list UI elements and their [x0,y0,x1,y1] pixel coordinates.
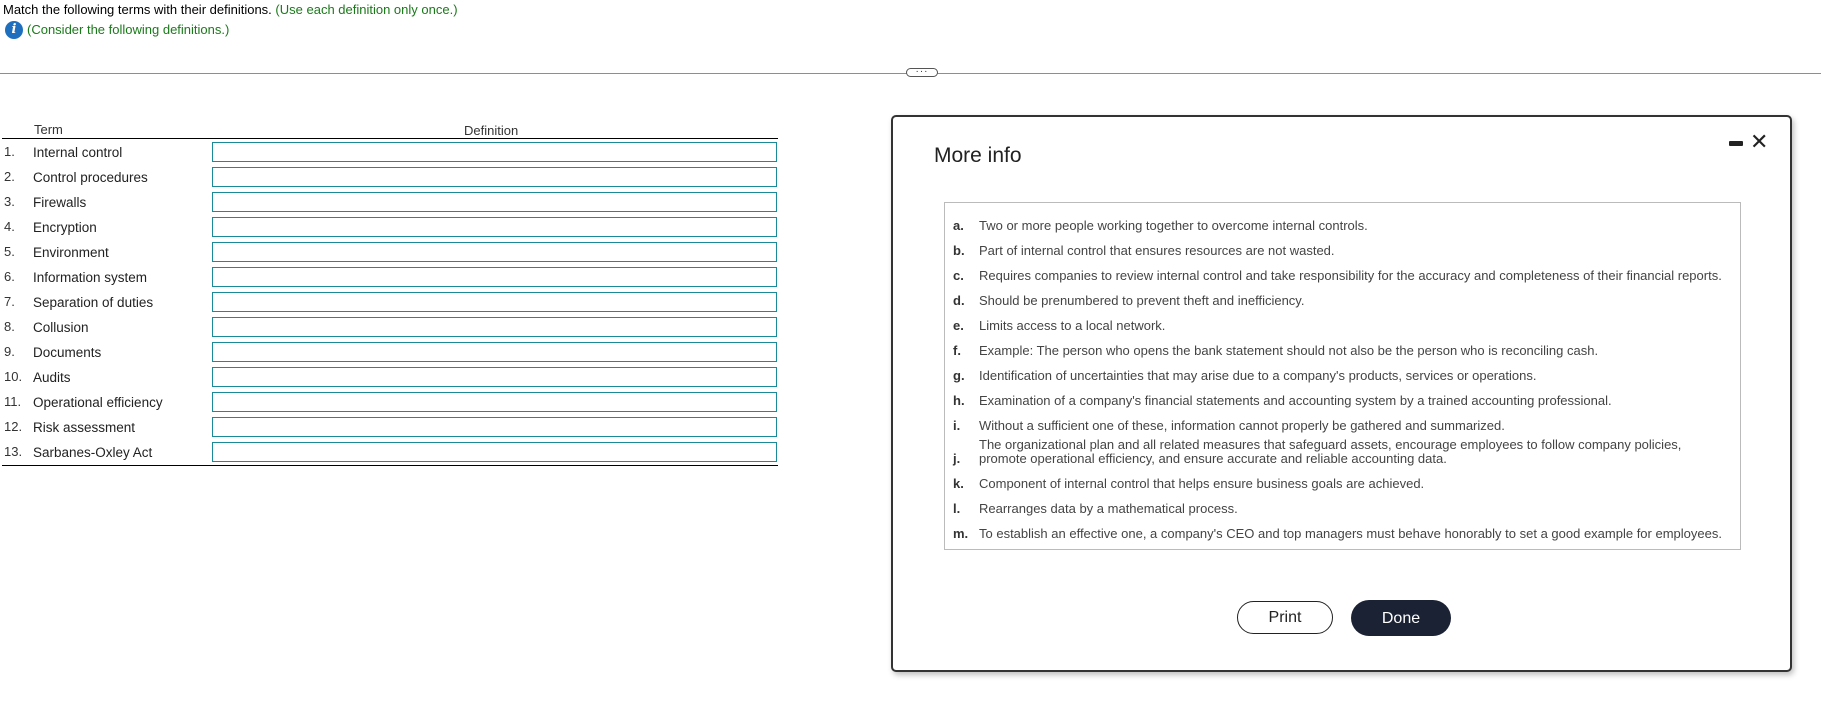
table-row [2,164,778,189]
instructions [3,2,458,18]
table-row [2,214,778,239]
table-body [2,139,778,464]
table-row [2,389,778,414]
definition-letter: j. [953,451,961,466]
definition-text: The organizational plan and all related measures that safeguard assets, encourage employees to follow company policies, promote operational efficiency, and ensure accurate and reliable accounting data. [979,437,1682,466]
definition-text: Part of internal control that ensures resources are not wasted. [979,243,1335,258]
term-label: Collusion [33,320,89,335]
header-definition: Definition [464,123,519,138]
table-footer-rule [2,465,778,466]
definition-letter: e. [953,318,964,333]
definition-letter: c. [953,268,964,283]
list-item [953,471,1732,496]
row-number: 12. [4,419,23,434]
definition-letter: g. [953,368,965,383]
definition-input[interactable] [212,442,777,462]
definition-input[interactable] [212,267,777,287]
definition-text: Limits access to a local network. [979,318,1166,333]
definition-text: Component of internal control that helps ensure business goals are achieved. [979,476,1425,491]
list-item [953,438,1732,471]
definition-letter: b. [953,243,965,258]
definition-input[interactable] [212,342,777,362]
row-number: 7. [4,294,15,309]
term-label: Separation of duties [33,295,154,310]
term-label: Encryption [33,220,97,235]
row-number: 8. [4,319,15,334]
definition-text: Two or more people working together to overcome internal controls. [979,218,1368,233]
definition-input[interactable] [212,292,777,312]
definition-input[interactable] [212,417,777,437]
list-item [953,263,1732,288]
row-number: 4. [4,219,15,234]
definition-letter: a. [953,218,964,233]
definitions-hint-link[interactable]: (Consider the following definitions.) [27,22,230,37]
definition-input[interactable] [212,392,777,412]
list-item [953,521,1732,546]
list-item [953,388,1732,413]
instructions-note: (Use each definition only once.) [275,2,458,17]
definition-input[interactable] [212,217,777,237]
definition-text: Requires companies to review internal control and take responsibility for the accuracy and completeness of their financial reports. [979,268,1722,283]
list-item [953,413,1732,438]
list-item [953,213,1732,238]
definition-letter: d. [953,293,965,308]
terms-table [2,121,778,466]
table-row [2,439,778,464]
row-number: 2. [4,169,15,184]
definition-letter: k. [953,476,964,491]
term-label: Operational efficiency [33,395,163,410]
print-button[interactable]: Print [1237,601,1333,634]
table-row [2,289,778,314]
dialog-title: More info [934,144,1022,167]
term-label: Documents [33,345,102,360]
definition-text: Examination of a company's financial statements and accounting system by a trained accounting professional. [979,393,1612,408]
row-number: 1. [4,144,15,159]
table-row [2,139,778,164]
divider-drag-handle[interactable]: ··· [906,68,938,77]
table-row [2,339,778,364]
term-label: Risk assessment [33,420,136,435]
term-label: Audits [33,370,71,385]
table-row [2,239,778,264]
term-label: Information system [33,270,148,285]
row-number: 6. [4,269,15,284]
definition-letter: h. [953,393,965,408]
definition-text: Identification of uncertainties that may arise due to a company's products, services or operations. [979,368,1537,383]
definition-letter: l. [953,501,961,516]
row-number: 13. [4,444,23,459]
definition-text: Example: The person who opens the bank statement should not also be the person who is reconciling cash. [979,343,1599,358]
header-term: Term [34,122,63,137]
close-icon[interactable]: ✕ [1750,129,1769,154]
row-number: 11. [4,394,22,409]
definition-input[interactable] [212,142,777,162]
table-row [2,314,778,339]
list-item [953,338,1732,363]
term-label: Sarbanes-Oxley Act [33,445,153,460]
table-row [2,364,778,389]
definition-input[interactable] [212,242,777,262]
done-button[interactable]: Done [1351,600,1451,636]
list-item [953,238,1732,263]
list-item [953,496,1732,521]
table-header [2,121,778,139]
definition-text: Without a sufficient one of these, information cannot properly be gathered and summarized. [979,418,1505,433]
term-label: Environment [33,245,109,260]
row-number: 9. [4,344,15,359]
definition-letter: m. [953,526,969,541]
definitions-list [944,202,1741,550]
definition-text: Should be prenumbered to prevent theft and inefficiency. [979,293,1305,308]
definition-text: To establish an effective one, a company's CEO and top managers must behave honorably to set a good example for employees. [979,526,1722,541]
row-number: 5. [4,244,15,259]
info-icon[interactable]: i [5,21,23,39]
row-number: 3. [4,194,15,209]
table-row [2,189,778,214]
definition-input[interactable] [212,317,777,337]
minimize-icon[interactable] [1729,141,1743,146]
definition-input[interactable] [212,167,777,187]
list-item [953,313,1732,338]
table-row [2,414,778,439]
definition-input[interactable] [212,367,777,387]
term-label: Firewalls [33,195,87,210]
list-item [953,363,1732,388]
definition-letter: f. [953,343,961,358]
definitions-hint[interactable] [5,21,229,39]
term-label: Control procedures [33,170,148,185]
definition-input[interactable] [212,192,777,212]
definition-text: Rearranges data by a mathematical process. [979,501,1238,516]
instructions-text: Match the following terms with their definitions. [3,2,272,17]
more-info-dialog [891,115,1792,672]
definition-letter: i. [953,418,961,433]
row-number: 10. [4,369,23,384]
term-label: Internal control [33,145,123,160]
table-row [2,264,778,289]
list-item [953,288,1732,313]
